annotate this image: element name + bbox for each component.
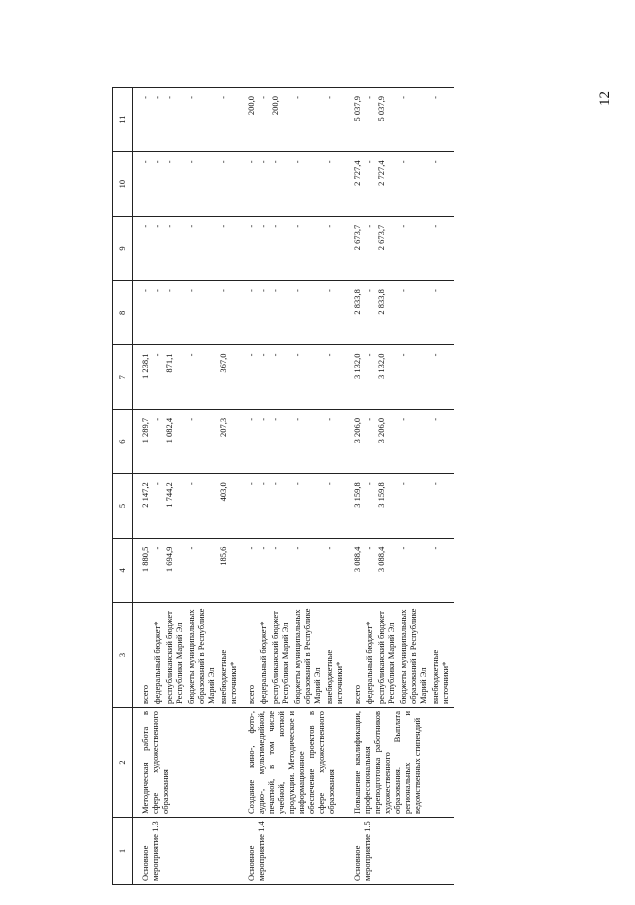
activity-description-cell: Методическая работа в сфере художественного образования xyxy=(133,708,240,818)
amount-cell: 871,1 xyxy=(163,345,185,409)
funding-source-cell: республиканский бюджет Республики Марий Эл xyxy=(269,603,291,708)
amount-cell: - xyxy=(323,88,345,152)
funding-source-cell: федеральный бюджет* xyxy=(363,603,375,708)
amount-cell: - xyxy=(269,216,291,280)
column-number-cell: 5 xyxy=(113,474,133,538)
amount-cell: - xyxy=(397,538,429,602)
amount-cell: - xyxy=(133,216,152,280)
amount-cell: - xyxy=(291,474,323,538)
amount-cell: - xyxy=(151,409,163,473)
activity-name-cell: Основное мероприятие 1.5 xyxy=(345,818,454,885)
amount-cell: 185,6 xyxy=(217,538,239,602)
amount-cell: 3 088,4 xyxy=(345,538,363,602)
amount-cell: - xyxy=(291,152,323,216)
column-number-cell: 1 xyxy=(113,818,133,885)
column-number-cell: 3 xyxy=(113,603,133,708)
amount-cell: - xyxy=(163,88,185,152)
amount-cell: - xyxy=(323,409,345,473)
amount-cell: - xyxy=(429,538,454,602)
funding-source-cell: бюджеты муниципальных образований в Республике Марий Эл xyxy=(185,603,217,708)
column-number-cell: 7 xyxy=(113,345,133,409)
amount-cell: - xyxy=(291,538,323,602)
amount-cell: - xyxy=(429,152,454,216)
amount-cell: 1 744,2 xyxy=(163,474,185,538)
amount-cell: 3 132,0 xyxy=(345,345,363,409)
amount-cell: - xyxy=(323,216,345,280)
table-row xyxy=(345,88,363,885)
amount-cell: - xyxy=(217,281,239,345)
amount-cell: - xyxy=(239,538,257,602)
funding-source-cell: федеральный бюджет* xyxy=(151,603,163,708)
amount-cell: - xyxy=(363,281,375,345)
amount-cell: - xyxy=(239,474,257,538)
amount-cell: - xyxy=(429,281,454,345)
column-number-cell: 4 xyxy=(113,538,133,602)
funding-source-cell: бюджеты муниципальных образований в Республике Марий Эл xyxy=(291,603,323,708)
amount-cell: 2 673,7 xyxy=(375,216,397,280)
funding-source-cell: внебюджетные источники* xyxy=(217,603,239,708)
amount-cell: - xyxy=(269,152,291,216)
amount-cell: - xyxy=(269,538,291,602)
column-number-cell: 10 xyxy=(113,152,133,216)
column-number-row xyxy=(113,88,133,885)
amount-cell: - xyxy=(291,281,323,345)
amount-cell: - xyxy=(429,474,454,538)
amount-cell: - xyxy=(429,88,454,152)
amount-cell: - xyxy=(239,409,257,473)
funding-source-cell: внебюджетные источники* xyxy=(429,603,454,708)
amount-cell: - xyxy=(151,474,163,538)
amount-cell: - xyxy=(397,152,429,216)
amount-cell: 3 088,4 xyxy=(375,538,397,602)
amount-cell: - xyxy=(363,538,375,602)
amount-cell: - xyxy=(291,345,323,409)
amount-cell: - xyxy=(239,281,257,345)
funding-source-cell: бюджеты муниципальных образований в Республике Марий Эл xyxy=(397,603,429,708)
amount-cell: - xyxy=(269,474,291,538)
column-number-cell: 11 xyxy=(113,88,133,152)
amount-cell: 1 694,9 xyxy=(163,538,185,602)
amount-cell: - xyxy=(185,345,217,409)
amount-cell: - xyxy=(291,216,323,280)
amount-cell: 1 880,5 xyxy=(133,538,152,602)
table-body xyxy=(133,88,455,885)
amount-cell: - xyxy=(291,88,323,152)
amount-cell: 2 833,8 xyxy=(375,281,397,345)
amount-cell: 403,0 xyxy=(217,474,239,538)
table-row xyxy=(239,88,257,885)
amount-cell: - xyxy=(429,409,454,473)
amount-cell: - xyxy=(151,88,163,152)
amount-cell: - xyxy=(257,152,269,216)
amount-cell: - xyxy=(151,538,163,602)
activity-name-cell: Основное мероприятие 1.4 xyxy=(239,818,345,885)
amount-cell: 2 727,4 xyxy=(345,152,363,216)
amount-cell: - xyxy=(185,152,217,216)
amount-cell: - xyxy=(269,409,291,473)
amount-cell: 3 159,8 xyxy=(375,474,397,538)
page-number: 12 xyxy=(597,91,613,106)
amount-cell: - xyxy=(185,474,217,538)
amount-cell: - xyxy=(363,152,375,216)
amount-cell: - xyxy=(151,152,163,216)
amount-cell: - xyxy=(363,474,375,538)
funding-source-cell: внебюджетные источники* xyxy=(323,603,345,708)
activity-description-cell: Создание кино-, фото-, аудио-, мультимедийной, печатной, в том числе учебной, нотной продукции. Методическое и информационное обеспечение проектов в сфере художественного образования xyxy=(239,708,345,818)
amount-cell: - xyxy=(257,538,269,602)
amount-cell: - xyxy=(151,281,163,345)
amount-cell: 2 147,2 xyxy=(133,474,152,538)
amount-cell: - xyxy=(429,216,454,280)
amount-cell: 2 673,7 xyxy=(345,216,363,280)
amount-cell: - xyxy=(291,409,323,473)
amount-cell: - xyxy=(397,281,429,345)
amount-cell: - xyxy=(217,152,239,216)
amount-cell: - xyxy=(257,474,269,538)
amount-cell: - xyxy=(257,88,269,152)
amount-cell: 5 037,9 xyxy=(345,88,363,152)
amount-cell: - xyxy=(239,152,257,216)
funding-source-cell: республиканский бюджет Республики Марий Эл xyxy=(163,603,185,708)
amount-cell: - xyxy=(397,474,429,538)
amount-cell: - xyxy=(363,409,375,473)
column-number-cell: 2 xyxy=(113,708,133,818)
column-number-cell: 8 xyxy=(113,281,133,345)
amount-cell: - xyxy=(257,281,269,345)
amount-cell: 2 833,8 xyxy=(345,281,363,345)
funding-source-cell: республиканский бюджет Республики Марий Эл xyxy=(375,603,397,708)
rotated-table-sheet xyxy=(112,87,550,885)
amount-cell: - xyxy=(185,216,217,280)
funding-source-cell: всего xyxy=(133,603,152,708)
amount-cell: 1 289,7 xyxy=(133,409,152,473)
amount-cell: - xyxy=(185,88,217,152)
funding-source-cell: всего xyxy=(345,603,363,708)
amount-cell: - xyxy=(363,88,375,152)
amount-cell: 1 082,4 xyxy=(163,409,185,473)
amount-cell: 200,0 xyxy=(269,88,291,152)
amount-cell: - xyxy=(163,216,185,280)
amount-cell: - xyxy=(185,281,217,345)
amount-cell: - xyxy=(185,538,217,602)
amount-cell: - xyxy=(323,474,345,538)
amount-cell: - xyxy=(363,345,375,409)
amount-cell: 207,3 xyxy=(217,409,239,473)
amount-cell: - xyxy=(429,345,454,409)
column-number-cell: 6 xyxy=(113,409,133,473)
amount-cell: 2 727,4 xyxy=(375,152,397,216)
amount-cell: - xyxy=(257,345,269,409)
amount-cell: - xyxy=(257,216,269,280)
amount-cell: - xyxy=(323,345,345,409)
activity-name-cell: Основное мероприятие 1.3 xyxy=(133,818,240,885)
funding-source-cell: федеральный бюджет* xyxy=(257,603,269,708)
amount-cell: - xyxy=(217,216,239,280)
amount-cell: 3 206,0 xyxy=(345,409,363,473)
amount-cell: - xyxy=(257,409,269,473)
amount-cell: - xyxy=(239,345,257,409)
amount-cell: - xyxy=(217,88,239,152)
amount-cell: - xyxy=(163,281,185,345)
amount-cell: - xyxy=(185,409,217,473)
amount-cell: 3 159,8 xyxy=(345,474,363,538)
amount-cell: - xyxy=(239,216,257,280)
amount-cell: - xyxy=(269,345,291,409)
funding-source-cell: всего xyxy=(239,603,257,708)
amount-cell: - xyxy=(397,409,429,473)
amount-cell: 1 238,1 xyxy=(133,345,152,409)
amount-cell: - xyxy=(151,216,163,280)
amount-cell: - xyxy=(397,216,429,280)
amount-cell: - xyxy=(397,88,429,152)
amount-cell: - xyxy=(151,345,163,409)
amount-cell: - xyxy=(323,152,345,216)
amount-cell: 367,0 xyxy=(217,345,239,409)
amount-cell: - xyxy=(363,216,375,280)
amount-cell: 5 037,9 xyxy=(375,88,397,152)
amount-cell: 200,0 xyxy=(239,88,257,152)
table-row xyxy=(133,88,152,885)
amount-cell: - xyxy=(133,152,152,216)
amount-cell: - xyxy=(323,538,345,602)
amount-cell: - xyxy=(163,152,185,216)
amount-cell: 3 206,0 xyxy=(375,409,397,473)
amount-cell: - xyxy=(397,345,429,409)
funding-table xyxy=(112,87,454,885)
amount-cell: 3 132,0 xyxy=(375,345,397,409)
activity-description-cell: Повышение квалификации, профессиональная переподготовка работников художественного образования. Выплата региональных и ведомственных стипендий xyxy=(345,708,454,818)
amount-cell: - xyxy=(133,88,152,152)
amount-cell: - xyxy=(133,281,152,345)
amount-cell: - xyxy=(269,281,291,345)
column-number-cell: 9 xyxy=(113,216,133,280)
amount-cell: - xyxy=(323,281,345,345)
